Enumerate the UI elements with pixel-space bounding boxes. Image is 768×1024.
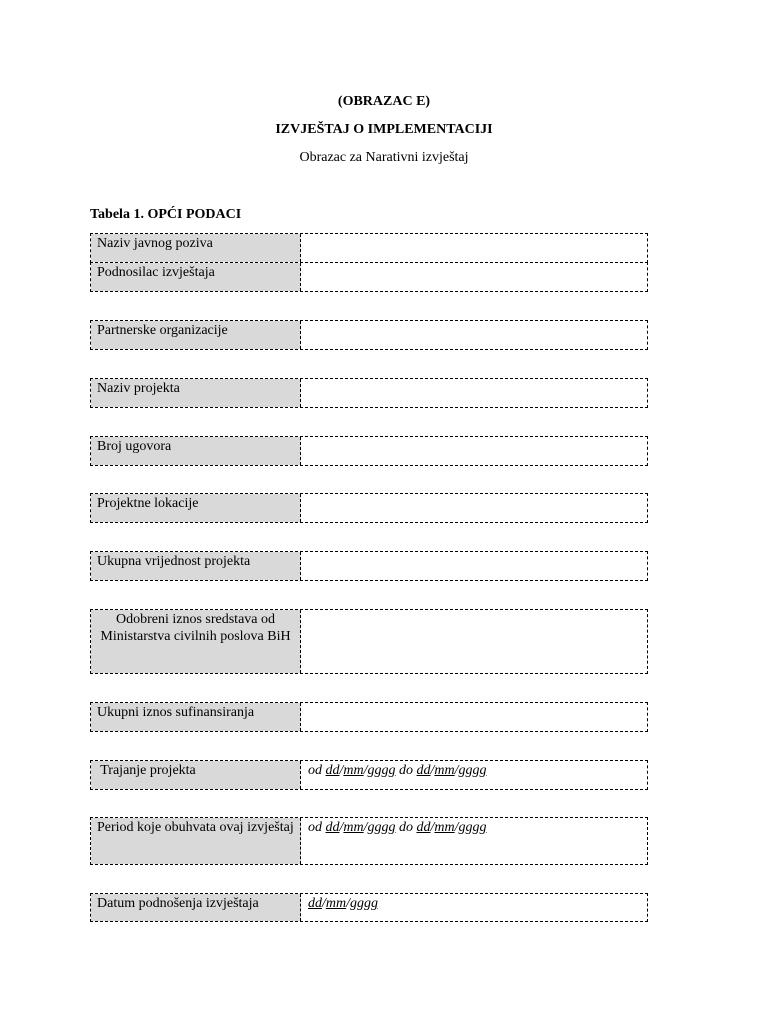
row-value-field[interactable] <box>301 610 647 673</box>
row-value-field[interactable] <box>301 379 647 407</box>
report-title: IZVJEŠTAJ O IMPLEMENTACIJI <box>275 122 493 137</box>
report-subtitle: Obrazac za Narativni izvještaj <box>299 150 469 165</box>
date-separator: / <box>363 763 368 778</box>
row-label: Broj ugovora <box>91 437 301 465</box>
date-separator: / <box>430 820 435 835</box>
date-to-prefix: do <box>399 763 414 778</box>
table-row-odobreni-iznos <box>90 609 648 674</box>
date-separator: / <box>454 820 459 835</box>
row-value-field[interactable] <box>301 552 647 580</box>
row-label: Odobreni iznos sredstava od Ministarstva civilnih poslova BiH <box>91 610 301 673</box>
row-value-field[interactable] <box>301 321 647 349</box>
table-row-broj-ugovora <box>90 436 648 466</box>
table-row-sufinansiranje <box>90 702 648 732</box>
day-placeholder: dd <box>416 820 431 835</box>
date-field[interactable] <box>301 894 647 921</box>
day-placeholder: dd <box>416 763 431 778</box>
date-separator: / <box>454 763 459 778</box>
month-placeholder: mm <box>434 820 455 835</box>
date-separator: / <box>339 763 344 778</box>
row-label: Naziv projekta <box>91 379 301 407</box>
table-row-trajanje-projekta <box>90 760 648 790</box>
row-value-field[interactable] <box>301 234 647 262</box>
form-code-title: (OBRAZAC E) <box>337 94 431 109</box>
table-row-podnosilac <box>90 262 648 292</box>
date-separator: / <box>430 763 435 778</box>
date-range-field[interactable] <box>301 761 647 789</box>
month-placeholder: mm <box>343 763 364 778</box>
table-row-period-izvjestaja <box>90 817 648 865</box>
date-range-field[interactable] <box>301 818 647 864</box>
row-label: Naziv javnog poziva <box>91 234 301 262</box>
row-label: Trajanje projekta <box>91 761 301 789</box>
row-label: Ukupna vrijednost projekta <box>91 552 301 580</box>
month-placeholder: mm <box>343 820 364 835</box>
date-separator: / <box>322 896 326 911</box>
table-row-naziv-javnog-poziva <box>90 233 648 263</box>
table-row-projektne-lokacije <box>90 493 648 523</box>
year-placeholder: gggg <box>367 820 396 835</box>
row-label: Period koje obuhvata ovaj izvještaj <box>91 818 301 864</box>
date-from-prefix: od <box>308 763 322 778</box>
date-separator: / <box>339 820 344 835</box>
day-placeholder: dd <box>308 896 322 911</box>
row-value-field[interactable] <box>301 263 647 291</box>
row-value-field[interactable] <box>301 437 647 465</box>
row-label: Partnerske organizacije <box>91 321 301 349</box>
date-to-prefix: do <box>399 820 414 835</box>
year-placeholder: gggg <box>367 763 396 778</box>
day-placeholder: dd <box>325 763 340 778</box>
table-row-partnerske-organizacije <box>90 320 648 350</box>
row-label: Podnosilac izvještaja <box>91 263 301 291</box>
row-value-field[interactable] <box>301 703 647 731</box>
month-placeholder: mm <box>325 896 347 911</box>
row-label: Ukupni iznos sufinansiranja <box>91 703 301 731</box>
date-from-prefix: od <box>308 820 322 835</box>
date-separator: / <box>363 820 368 835</box>
date-separator: / <box>346 896 351 911</box>
row-label: Projektne lokacije <box>91 494 301 522</box>
table-row-ukupna-vrijednost <box>90 551 648 581</box>
row-label: Datum podnošenja izvještaja <box>91 894 301 921</box>
row-value-field[interactable] <box>301 494 647 522</box>
table-title: Tabela 1. OPĆI PODACI <box>90 207 242 222</box>
month-placeholder: mm <box>434 763 455 778</box>
table-row-naziv-projekta <box>90 378 648 408</box>
day-placeholder: dd <box>325 820 340 835</box>
year-placeholder: gggg <box>350 896 379 911</box>
year-placeholder: gggg <box>458 820 487 835</box>
year-placeholder: gggg <box>458 763 487 778</box>
table-row-datum-podnosenja <box>90 893 648 922</box>
